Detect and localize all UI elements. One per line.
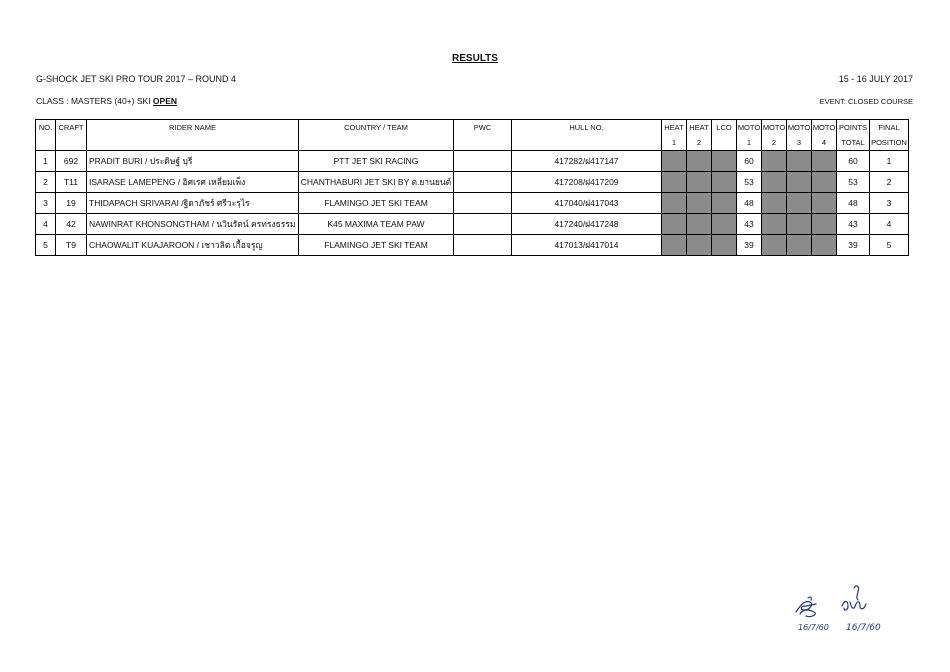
col-pwc-sub (454, 135, 512, 151)
col-rider-sub (87, 135, 299, 151)
class-line (36, 96, 177, 106)
col-heat2-sub: 2 (687, 135, 712, 151)
col-lco-sub (712, 135, 737, 151)
cell-heat1 (662, 151, 687, 172)
cell-moto4 (812, 172, 837, 193)
cell-lco (712, 235, 737, 256)
col-rider-header: RIDER NAME (87, 120, 299, 136)
cell-craft: 19 (56, 193, 87, 214)
event-type: EVENT: CLOSED COURSE (819, 97, 913, 106)
cell-team: CHANTHABURI JET SKI BY ต.ยานยนต์ (299, 172, 454, 193)
event-name: G-SHOCK JET SKI PRO TOUR 2017 – ROUND 4 (36, 74, 237, 84)
cell-moto1: 43 (737, 214, 762, 235)
cell-heat1 (662, 172, 687, 193)
cell-heat2 (687, 235, 712, 256)
cell-hull: 417240/ฝ417248 (512, 214, 662, 235)
cell-moto3 (787, 151, 812, 172)
cell-heat1 (662, 214, 687, 235)
cell-hull: 417013/ฝ417014 (512, 235, 662, 256)
signature-left-stroke-3 (808, 597, 811, 600)
cell-pwc (454, 235, 512, 256)
col-heat2-header: HEAT (687, 120, 712, 136)
col-no-sub (36, 135, 56, 151)
cell-no: 5 (36, 235, 56, 256)
col-hull-header: HULL NO. (512, 120, 662, 136)
col-final-sub: POSITION (870, 135, 909, 151)
cell-moto1: 48 (737, 193, 762, 214)
cell-lco (712, 172, 737, 193)
cell-lco (712, 193, 737, 214)
cell-moto2 (762, 172, 787, 193)
cell-rider: NAWINRAT KHONSONGTHAM / นวินรัตน์ ครทรงธรรม (87, 214, 299, 235)
col-team-header: COUNTRY / TEAM (299, 120, 454, 136)
cell-pwc (454, 172, 512, 193)
cell-moto4 (812, 214, 837, 235)
results-table (35, 119, 909, 256)
cell-team: PTT JET SKI RACING (299, 151, 454, 172)
class-open: OPEN (152, 96, 178, 106)
cell-craft: T11 (56, 172, 87, 193)
cell-moto1: 53 (737, 172, 762, 193)
cell-craft: T9 (56, 235, 87, 256)
cell-rider: CHAOWALIT KUAJAROON / เชาวลิต เกื้อจรูญ (87, 235, 299, 256)
cell-heat1 (662, 235, 687, 256)
col-craft-header: CRAFT (56, 120, 87, 136)
col-hull-sub (512, 135, 662, 151)
cell-no: 1 (36, 151, 56, 172)
table-row (36, 214, 909, 235)
cell-team: K45 MAXIMA TEAM PAW (299, 214, 454, 235)
cell-craft: 42 (56, 214, 87, 235)
cell-rider: THIDAPACH SRIVARAI /ฐิดาภัชร์ ศรีวะรุไร (87, 193, 299, 214)
header-row-bottom (36, 135, 909, 151)
col-lco-header: LCO (712, 120, 737, 136)
cell-heat2 (687, 172, 712, 193)
cell-heat2 (687, 151, 712, 172)
col-points-header: POINTS (837, 120, 870, 136)
cell-moto4 (812, 193, 837, 214)
cell-moto3 (787, 172, 812, 193)
cell-position: 5 (870, 235, 909, 256)
cell-moto2 (762, 151, 787, 172)
cell-lco (712, 214, 737, 235)
table-row (36, 235, 909, 256)
page-title: RESULTS (452, 53, 498, 64)
cell-total: 39 (837, 235, 870, 256)
signature-left-stroke-2 (800, 610, 815, 617)
signature-date-left: 16/7/60 (798, 623, 829, 632)
col-team-sub (299, 135, 454, 151)
cell-heat2 (687, 214, 712, 235)
handwritten-signatures (790, 580, 890, 636)
table-row (36, 151, 909, 172)
cell-total: 48 (837, 193, 870, 214)
cell-rider: ISARASE LAMEPENG / อิศเรศ เหลี่ยมเพ็ง (87, 172, 299, 193)
col-moto2-header: MOTO (762, 120, 787, 136)
cell-moto4 (812, 151, 837, 172)
cell-moto2 (762, 235, 787, 256)
cell-no: 2 (36, 172, 56, 193)
cell-lco (712, 151, 737, 172)
table-row (36, 172, 909, 193)
cell-hull: 417282/ฝ417147 (512, 151, 662, 172)
cell-team: FLAMINGO JET SKI TEAM (299, 193, 454, 214)
cell-moto4 (812, 235, 837, 256)
cell-moto2 (762, 214, 787, 235)
cell-moto1: 39 (737, 235, 762, 256)
col-moto1-sub: 1 (737, 135, 762, 151)
cell-pwc (454, 151, 512, 172)
cell-hull: 417040/ฝ417043 (512, 193, 662, 214)
col-no-header: NO. (36, 120, 56, 136)
col-points-sub: TOTAL (837, 135, 870, 151)
cell-hull: 417208/ฝ417209 (512, 172, 662, 193)
cell-position: 3 (870, 193, 909, 214)
cell-position: 4 (870, 214, 909, 235)
cell-total: 43 (837, 214, 870, 235)
cell-moto3 (787, 235, 812, 256)
signature-date-right: 16/7/60 (846, 623, 881, 633)
cell-heat2 (687, 193, 712, 214)
cell-moto1: 60 (737, 151, 762, 172)
cell-moto3 (787, 193, 812, 214)
header-row-top (36, 120, 909, 136)
cell-position: 2 (870, 172, 909, 193)
col-craft-sub (56, 135, 87, 151)
cell-total: 60 (837, 151, 870, 172)
cell-team: FLAMINGO JET SKI TEAM (299, 235, 454, 256)
cell-no: 4 (36, 214, 56, 235)
cell-heat1 (662, 193, 687, 214)
cell-no: 3 (36, 193, 56, 214)
col-moto1-header: MOTO (737, 120, 762, 136)
cell-moto3 (787, 214, 812, 235)
col-moto4-header: MOTO (812, 120, 837, 136)
signature-right-stroke-1 (842, 602, 866, 611)
table-row (36, 193, 909, 214)
event-date: 15 - 16 JULY 2017 (838, 74, 913, 84)
col-moto3-header: MOTO (787, 120, 812, 136)
col-heat1-sub: 1 (662, 135, 687, 151)
cell-pwc (454, 193, 512, 214)
cell-moto2 (762, 193, 787, 214)
col-pwc-header: PWC (454, 120, 512, 136)
cell-rider: PRADIT BURI / ประดิษฐ์ บุรี (87, 151, 299, 172)
col-final-header: FINAL (870, 120, 909, 136)
class-prefix: CLASS : MASTERS (40+) SKI (36, 96, 153, 106)
cell-pwc (454, 214, 512, 235)
col-heat1-header: HEAT (662, 120, 687, 136)
col-moto4-sub: 4 (812, 135, 837, 151)
col-moto3-sub: 3 (787, 135, 812, 151)
cell-position: 1 (870, 151, 909, 172)
col-moto2-sub: 2 (762, 135, 787, 151)
signature-right-stroke-2 (854, 586, 859, 600)
cell-craft: 692 (56, 151, 87, 172)
cell-total: 53 (837, 172, 870, 193)
